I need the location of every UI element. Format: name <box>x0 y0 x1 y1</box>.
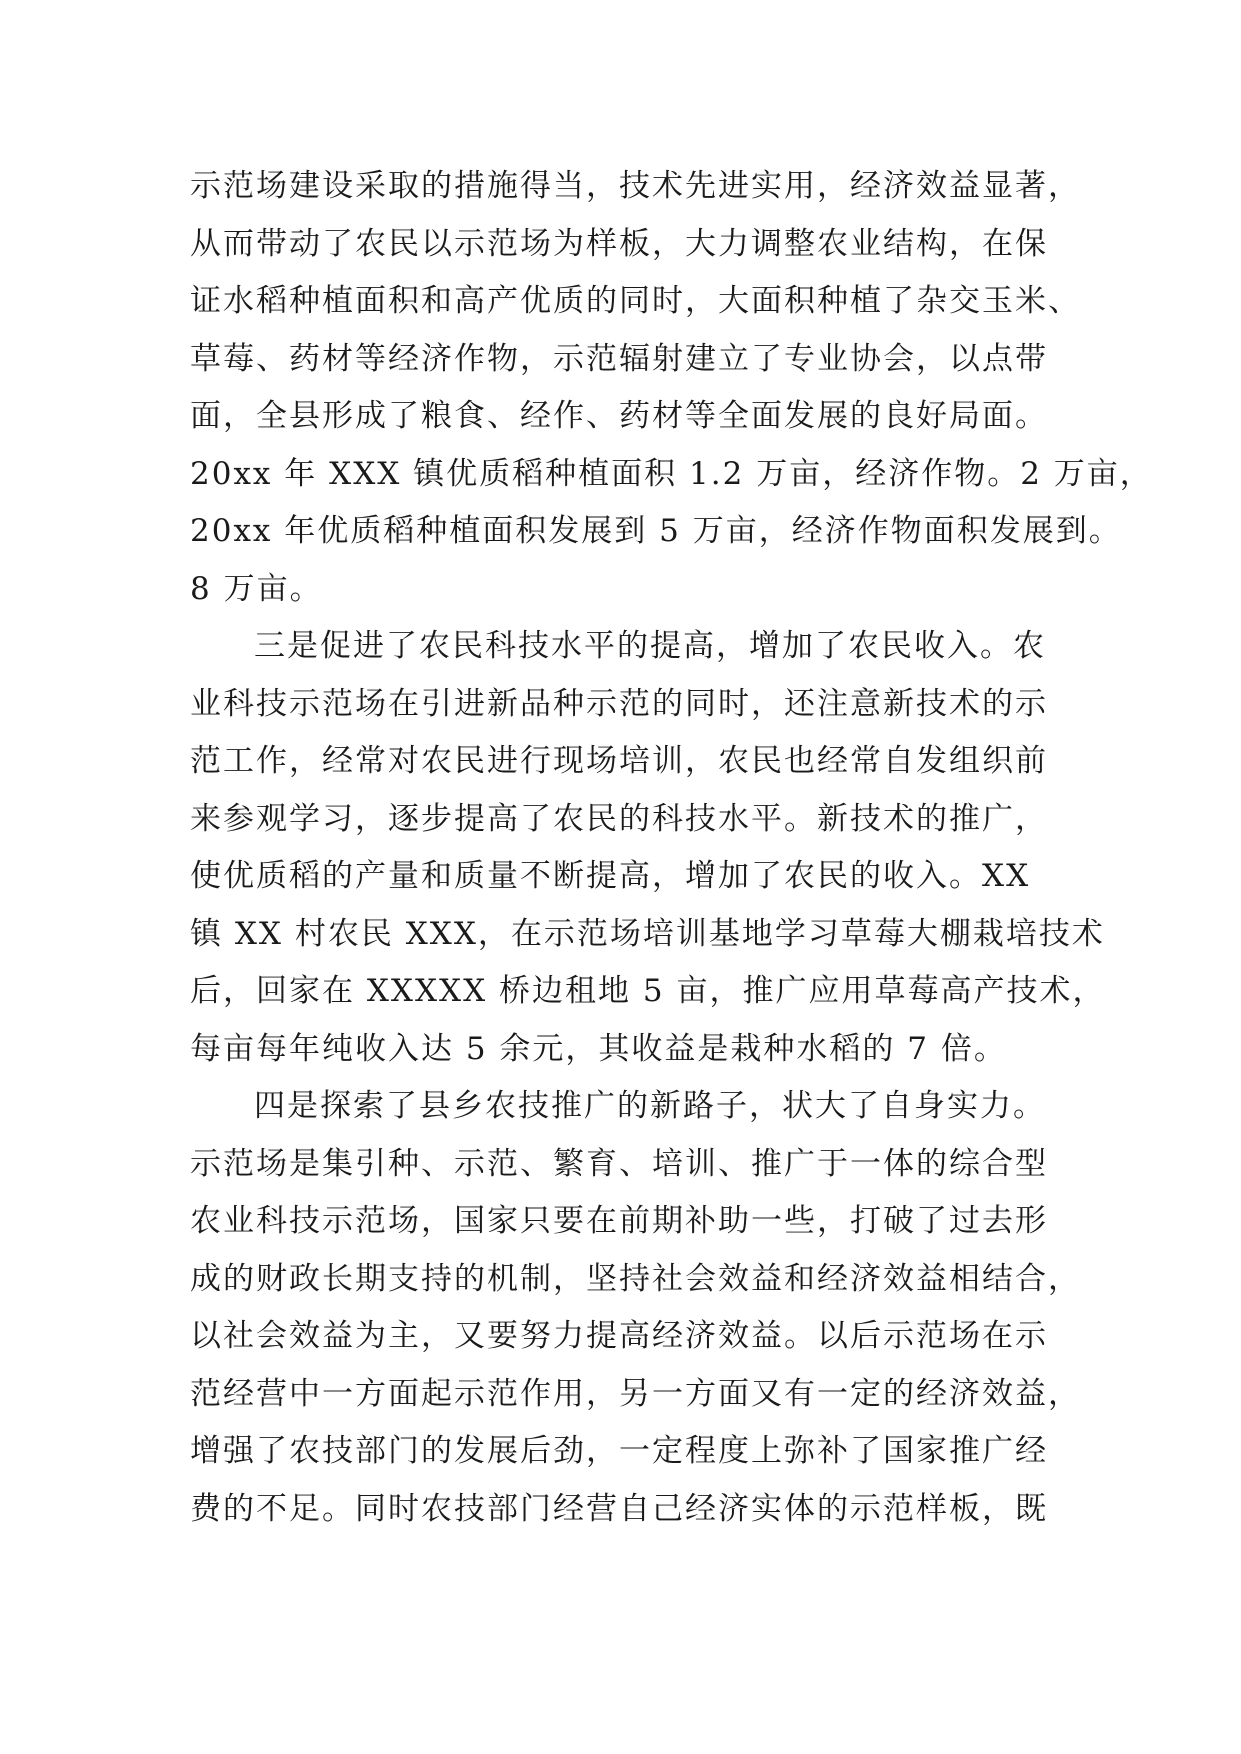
text-line: 面，全县形成了粮食、经作、药材等全面发展的良好局面。 <box>190 398 1048 434</box>
paragraph-1 <box>190 158 1153 618</box>
text-line: 8 万亩。 <box>190 570 323 607</box>
text-line: 示范场是集引种、示范、繁育、培训、推广于一体的综合型 <box>190 1145 1048 1182</box>
text-line: 后，回家在 XXXXX 桥边租地 5 亩，推广应用草莓高产技术， <box>190 973 1106 1009</box>
text-line: 费的不足。同时农技部门经营自己经济实体的示范样板，既 <box>190 1490 1048 1527</box>
text-line: 证水稻种植面积和高产优质的同时，大面积种植了杂交玉米、 <box>190 283 1081 319</box>
text-line: 使优质稻的产量和质量不断提高，增加了农民的收入。XX <box>190 858 1031 894</box>
paragraph-3 <box>190 1078 1081 1538</box>
text-line: 业科技示范场在引进新品种示范的同时，还注意新技术的示 <box>190 685 1048 722</box>
text-line: 三是促进了农民科技水平的提高，增加了农民收入。农 <box>254 628 1046 664</box>
text-line: 农业科技示范场，国家只要在前期补助一些，打破了过去形 <box>190 1203 1048 1239</box>
text-line: 范工作，经常对农民进行现场培训，农民也经常自发组织前 <box>190 743 1048 779</box>
body-text <box>190 158 1153 1538</box>
text-line: 从而带动了农民以示范场为样板，大力调整农业结构，在保 <box>190 225 1048 262</box>
text-line: 草莓、药材等经济作物，示范辐射建立了专业协会，以点带 <box>190 340 1048 377</box>
text-line: 来参观学习，逐步提高了农民的科技水平。新技术的推广， <box>190 800 1048 837</box>
text-line: 以社会效益为主，又要努力提高经济效益。以后示范场在示 <box>190 1318 1048 1354</box>
text-line: 增强了农技部门的发展后劲，一定程度上弥补了国家推广经 <box>190 1433 1048 1469</box>
paragraph-2 <box>190 618 1106 1078</box>
text-line: 每亩每年纯收入达 5 余元，其收益是栽种水稻的 7 倍。 <box>190 1030 1007 1067</box>
text-line: 20xx 年优质稻种植面积发展到 5 万亩，经济作物面积发展到。 <box>190 513 1122 549</box>
text-line: 镇 XX 村农民 XXX，在示范场培训基地学习草莓大棚栽培技术 <box>190 915 1105 952</box>
text-line: 四是探索了县乡农技推广的新路子，状大了自身实力。 <box>254 1088 1046 1124</box>
text-line: 成的财政长期支持的机制，坚持社会效益和经济效益相结合， <box>190 1260 1081 1297</box>
text-line: 20xx 年 XXX 镇优质稻种植面积 1.2 万亩，经济作物。2 万亩， <box>190 455 1153 492</box>
text-line: 示范场建设采取的措施得当，技术先进实用，经济效益显著， <box>190 168 1081 204</box>
text-line: 范经营中一方面起示范作用，另一方面又有一定的经济效益， <box>190 1375 1081 1412</box>
